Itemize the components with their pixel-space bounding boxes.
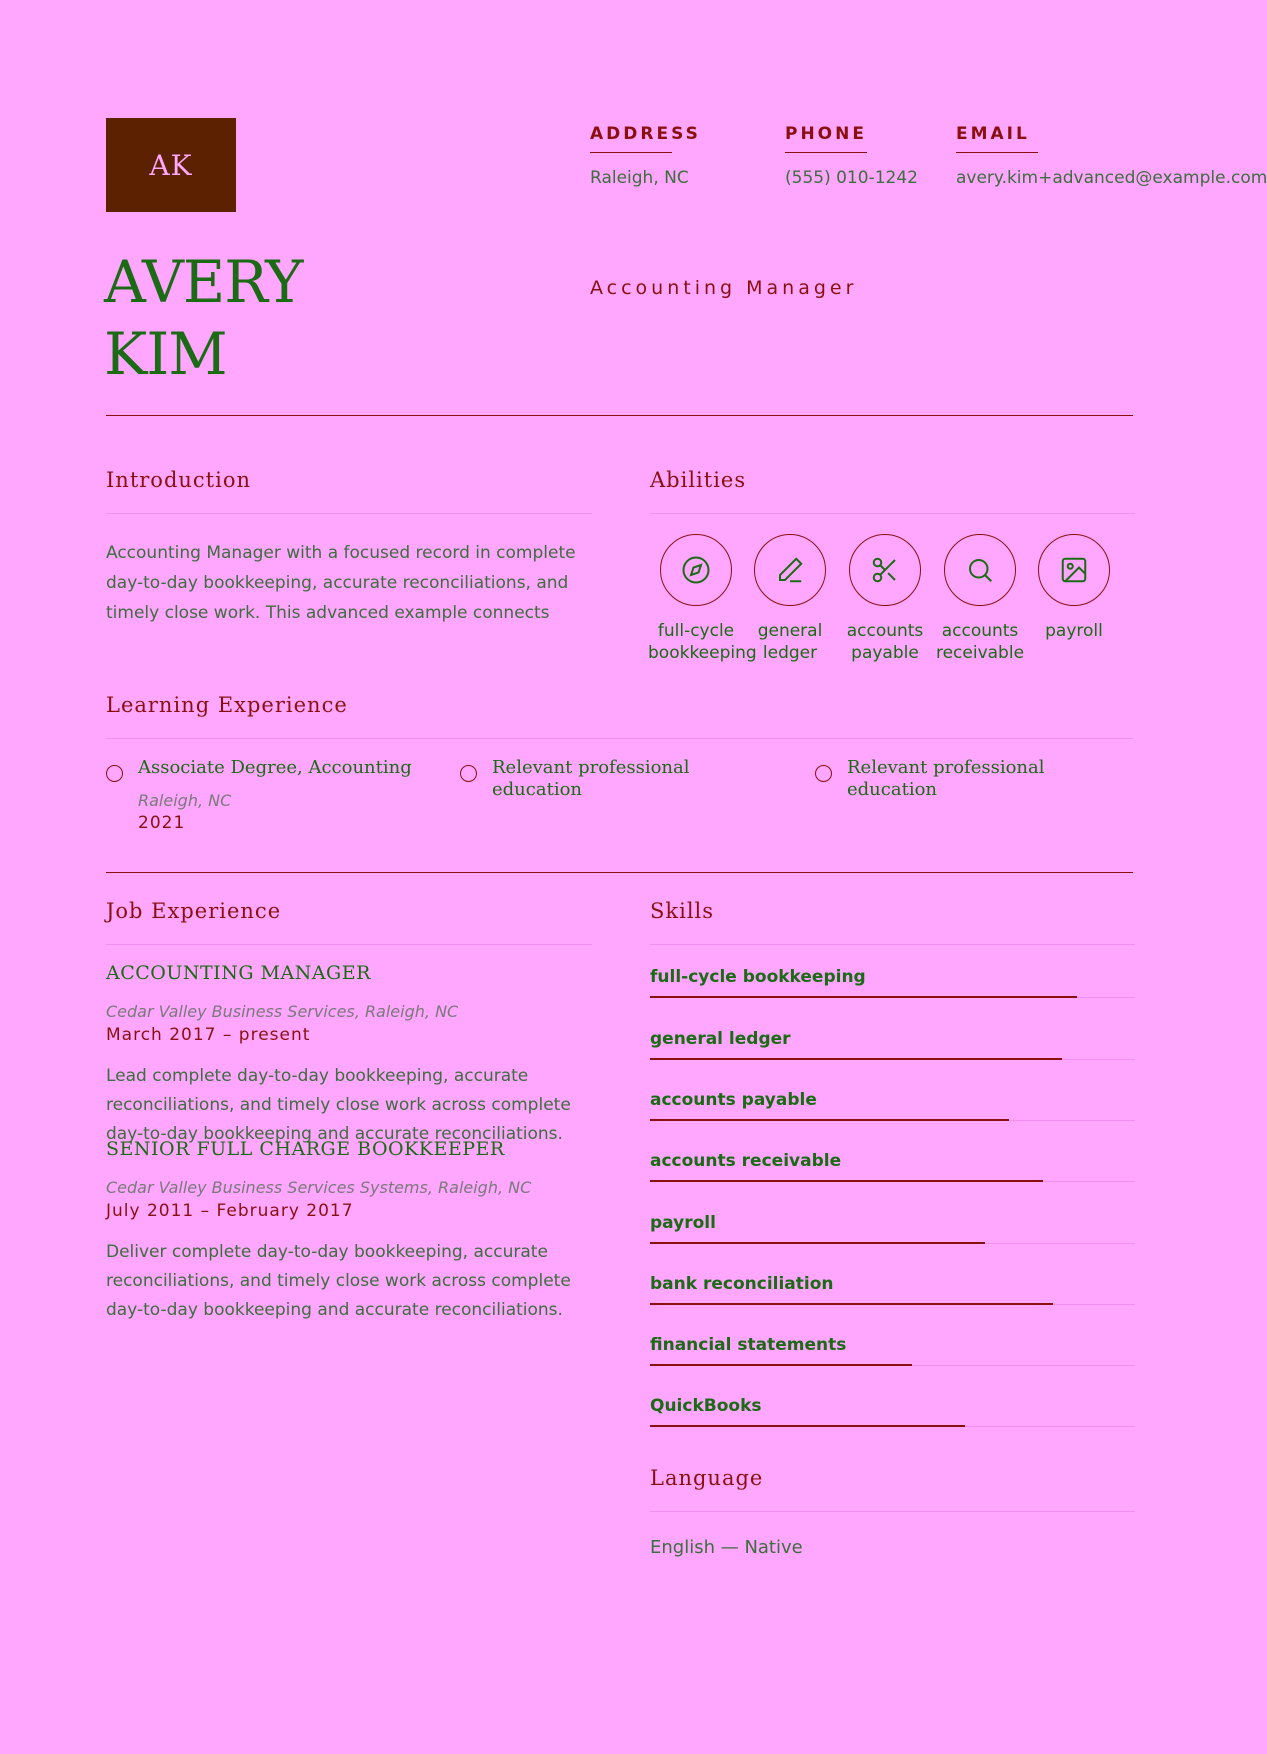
introduction-divider	[106, 513, 592, 514]
job-title: ACCOUNTING MANAGER	[106, 962, 371, 984]
mid-divider	[106, 872, 1133, 873]
email-label: EMAIL	[956, 124, 1038, 153]
language-title: Language	[650, 1466, 764, 1490]
skill-name: bank reconciliation	[650, 1274, 834, 1294]
address-label: ADDRESS	[590, 124, 672, 153]
language-item: English — Native	[650, 1537, 803, 1558]
contact-phone	[785, 124, 918, 188]
header-divider	[106, 415, 1133, 416]
contact-email	[956, 124, 1267, 188]
skill-level-bar	[650, 1058, 1062, 1060]
job-description: Deliver complete day-to-day bookkeeping, accurate reconciliations, and timely close work across complete day-to-day bookkeeping and accurate reconciliations.	[106, 1242, 571, 1320]
skill-track	[650, 1181, 1135, 1182]
learning-divider	[106, 738, 1133, 739]
first-name: AVERY	[104, 248, 303, 316]
ability-accounts-receivable	[932, 534, 1028, 663]
job-title: SENIOR FULL CHARGE BOOKKEEPER	[106, 1138, 505, 1160]
language-divider	[650, 1511, 1135, 1512]
skill-item	[650, 1213, 1135, 1244]
job-experience-title: Job Experience	[106, 899, 282, 923]
education-degree: Relevant professional education	[847, 757, 1045, 800]
skill-item	[650, 1090, 1135, 1121]
skill-item	[650, 1335, 1135, 1366]
skill-level-bar	[650, 1425, 965, 1427]
skill-track	[650, 1365, 1135, 1366]
skill-level-bar	[650, 1364, 912, 1366]
abilities-divider	[650, 513, 1135, 514]
learning-title: Learning Experience	[106, 693, 348, 717]
ability-label: accounts receivable	[935, 621, 1025, 663]
job-company: Cedar Valley Business Services, Raleigh, NC	[106, 1002, 459, 1021]
job-dates: July 2011 – February 2017	[106, 1201, 354, 1221]
ability-accounts-payable	[837, 534, 933, 663]
skill-item	[650, 1029, 1135, 1060]
ability-full-cycle-bookkeeping	[648, 534, 757, 663]
skill-name: QuickBooks	[650, 1396, 762, 1416]
skill-level-bar	[650, 1242, 985, 1244]
contact-address	[590, 124, 701, 188]
skill-track	[650, 1243, 1135, 1244]
ability-icon-circle	[754, 534, 826, 606]
phone-value: (555) 010-1242	[785, 168, 918, 188]
education-place: Raleigh, NC	[138, 791, 232, 810]
skill-item	[650, 1396, 1135, 1427]
search-icon	[965, 555, 995, 585]
skill-level-bar	[650, 1303, 1053, 1305]
address-value: Raleigh, NC	[590, 168, 689, 188]
skills-title: Skills	[650, 899, 715, 923]
skills-divider	[650, 944, 1135, 945]
job-item	[106, 962, 586, 1144]
job-description: Lead complete day-to-day bookkeeping, accurate reconciliations, and timely close work across complete day-to-day bookkeeping and accurate reconciliations.	[106, 1066, 571, 1144]
ability-icon-circle	[944, 534, 1016, 606]
job-role-title: Accounting Manager	[590, 277, 858, 299]
skill-item	[650, 1151, 1135, 1182]
skill-name: payroll	[650, 1213, 716, 1233]
skill-name: full-cycle bookkeeping	[650, 967, 866, 987]
skill-name: accounts receivable	[650, 1151, 842, 1171]
phone-label: PHONE	[785, 124, 867, 153]
ability-icon-circle	[660, 534, 732, 606]
ability-label: full-cycle bookkeeping	[648, 621, 757, 663]
last-name: KIM	[104, 320, 227, 388]
introduction-title: Introduction	[106, 468, 251, 492]
education-item	[815, 757, 1125, 800]
ability-label: accounts payable	[846, 621, 924, 663]
job-item	[106, 1138, 586, 1320]
skill-name: accounts payable	[650, 1090, 817, 1110]
skill-name: financial statements	[650, 1335, 847, 1355]
skill-track	[650, 1426, 1135, 1427]
education-degree: Associate Degree, Accounting	[138, 757, 412, 778]
skill-track	[650, 997, 1135, 998]
ability-label: payroll	[1045, 621, 1103, 641]
ability-label: general ledger	[757, 621, 823, 663]
job-company: Cedar Valley Business Services Systems, Raleigh, NC	[106, 1178, 532, 1197]
education-item	[460, 757, 770, 800]
ability-payroll	[1026, 534, 1122, 648]
skill-item	[650, 1274, 1135, 1305]
timeline-dot-icon	[106, 765, 123, 782]
education-item	[106, 757, 416, 833]
skill-track	[650, 1059, 1135, 1060]
skill-track	[650, 1304, 1135, 1305]
ability-icon-circle	[1038, 534, 1110, 606]
email-link[interactable]: avery.kim+advanced@example.com	[956, 168, 1267, 188]
skill-item	[650, 967, 1135, 998]
timeline-dot-icon	[460, 765, 477, 782]
skill-level-bar	[650, 1180, 1043, 1182]
image-icon	[1059, 555, 1089, 585]
education-year: 2021	[138, 813, 186, 833]
abilities-title: Abilities	[650, 468, 747, 492]
job-dates: March 2017 – present	[106, 1025, 311, 1045]
ability-icon-circle	[849, 534, 921, 606]
monogram-logo: AK	[106, 118, 236, 212]
pencil-icon	[775, 555, 805, 585]
candidate-name	[104, 246, 302, 390]
skill-level-bar	[650, 1119, 1009, 1121]
timeline-dot-icon	[815, 765, 832, 782]
skill-track	[650, 1120, 1135, 1121]
scissors-icon	[870, 555, 900, 585]
introduction-text: Accounting Manager with a focused record in complete day-to-day bookkeeping, accurate reconciliations, and timely close work. This advanced example connects	[106, 543, 576, 623]
compass-icon	[681, 555, 711, 585]
ability-general-ledger	[742, 534, 838, 663]
skill-level-bar	[650, 996, 1077, 998]
job-experience-divider	[106, 944, 592, 945]
education-degree: Relevant professional education	[492, 757, 690, 800]
skill-name: general ledger	[650, 1029, 791, 1049]
